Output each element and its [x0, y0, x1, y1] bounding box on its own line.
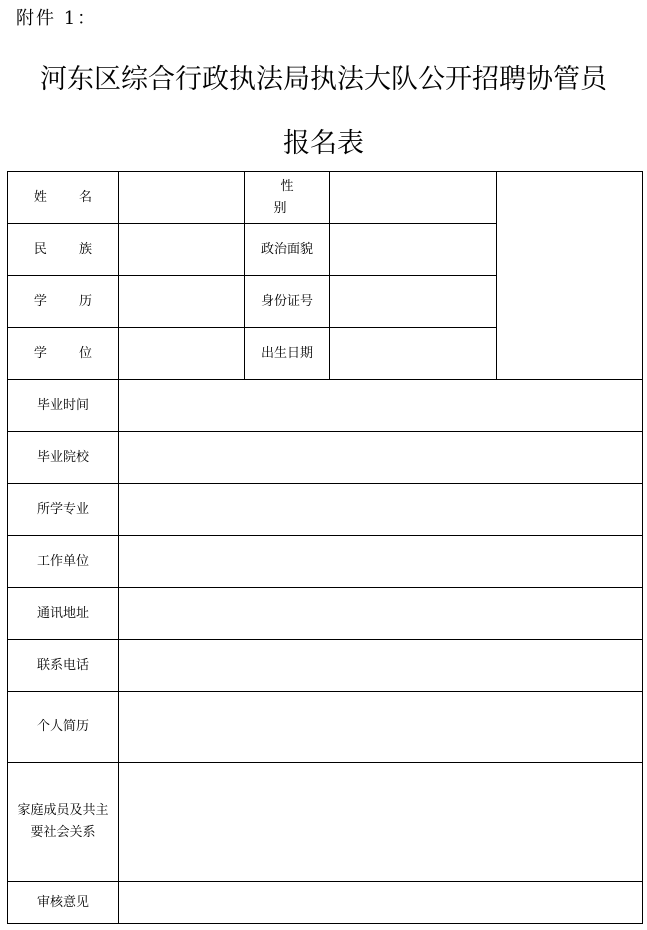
resume-field[interactable]: [119, 692, 643, 763]
gender-field[interactable]: [330, 172, 497, 224]
form-subtitle: 报名表: [283, 128, 364, 159]
gender-label: 性 别: [245, 172, 330, 224]
birth-date-field[interactable]: [330, 328, 497, 380]
graduation-time-field[interactable]: [119, 380, 643, 432]
name-field[interactable]: [119, 172, 245, 224]
photo-cell[interactable]: [497, 172, 643, 380]
ethnicity-field[interactable]: [119, 224, 245, 276]
political-status-field[interactable]: [330, 224, 497, 276]
employer-label: 工作单位: [8, 536, 119, 588]
ethnicity-label: 民 族: [8, 224, 119, 276]
degree-field[interactable]: [119, 328, 245, 380]
address-label: 通讯地址: [8, 588, 119, 640]
review-opinion-label: 审核意见: [8, 882, 119, 924]
school-label: 毕业院校: [8, 432, 119, 484]
phone-label: 联系电话: [8, 640, 119, 692]
attachment-label: 附件 1：: [16, 8, 98, 29]
employer-field[interactable]: [119, 536, 643, 588]
political-status-label: 政治面貌: [245, 224, 330, 276]
education-field[interactable]: [119, 276, 245, 328]
school-field[interactable]: [119, 432, 643, 484]
family-relations-field[interactable]: [119, 763, 643, 882]
form-title: 河东区综合行政执法局执法大队公开招聘协管员: [40, 64, 607, 95]
family-relations-label: 家庭成员及共主要社会关系: [8, 763, 119, 882]
registration-form-table: [7, 171, 643, 924]
graduation-time-label: 毕业时间: [8, 380, 119, 432]
birth-date-label: 出生日期: [245, 328, 330, 380]
id-number-label: 身份证号: [245, 276, 330, 328]
education-label: 学 历: [8, 276, 119, 328]
degree-label: 学 位: [8, 328, 119, 380]
review-opinion-field[interactable]: [119, 882, 643, 924]
phone-field[interactable]: [119, 640, 643, 692]
name-label: 姓 名: [8, 172, 119, 224]
major-field[interactable]: [119, 484, 643, 536]
resume-label: 个人简历: [8, 692, 119, 763]
major-label: 所学专业: [8, 484, 119, 536]
address-field[interactable]: [119, 588, 643, 640]
id-number-field[interactable]: [330, 276, 497, 328]
